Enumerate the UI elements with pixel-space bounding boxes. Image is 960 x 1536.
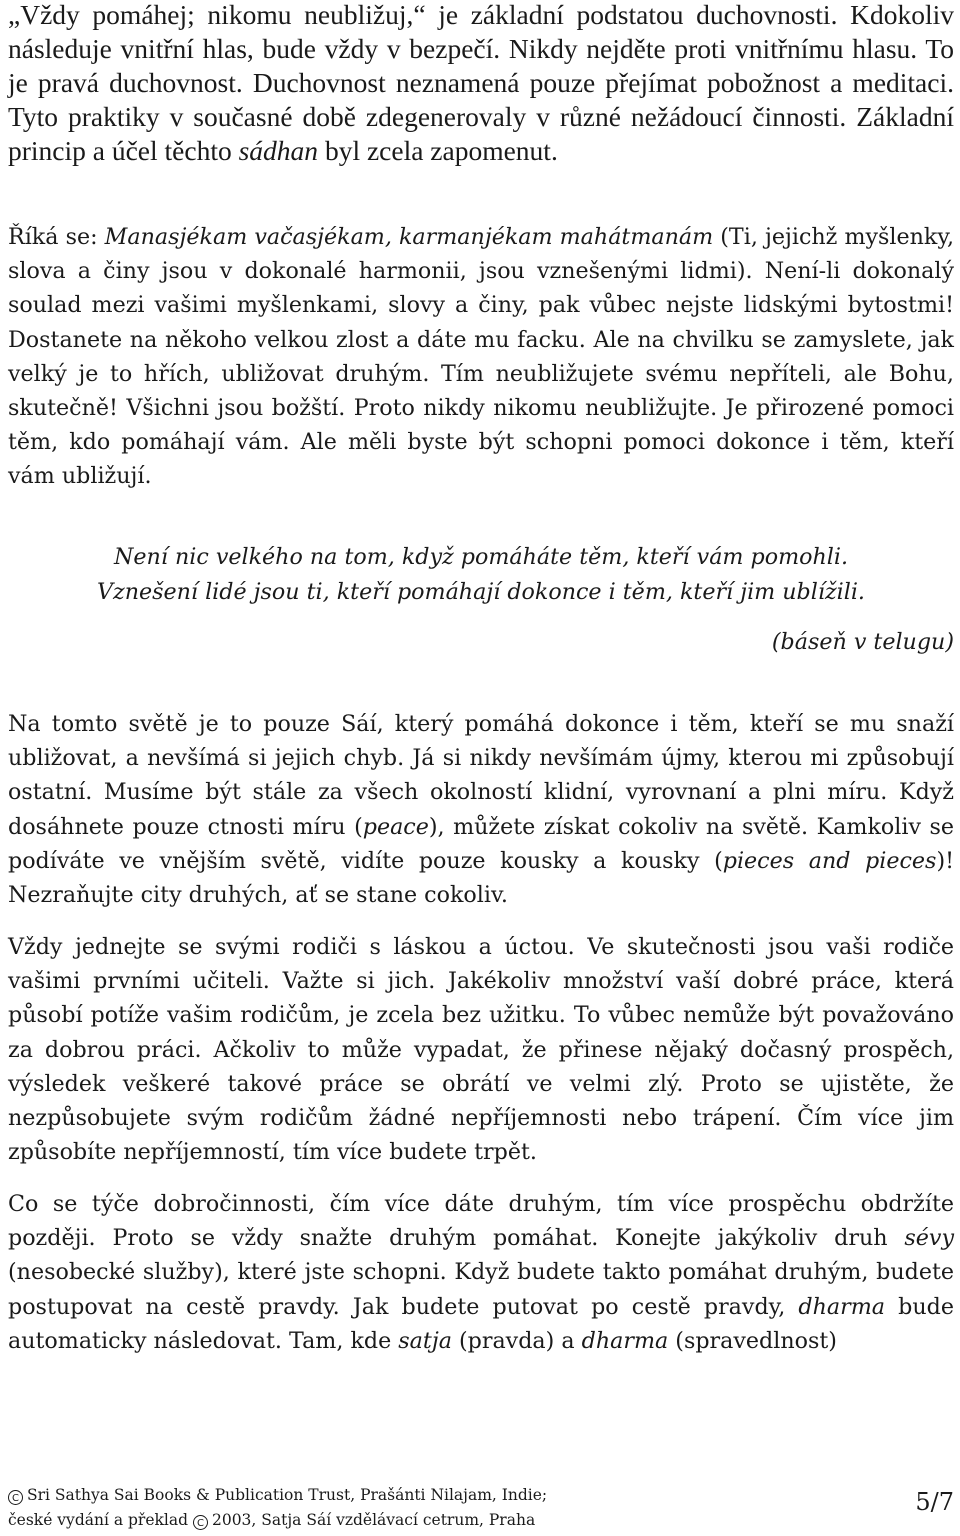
paragraph-1-text: „Vždy pomáhej; nikomu neubližuj,“ je základní podstatou duchovnosti. Kdokoliv následuje vnitřní hlas, bude vždy v bezpečí. Nikdy nejděte proti vnitřnímu hlasu. To je pravá duchovnost. Duchovnost neznamená pouze přejímat pobožnost a meditaci. Tyto praktiky v současné době zdegenerovaly v různé nežádoucí činnosti. Základní princip a účel těchto — [8, 0, 954, 166]
footer-edition: české vydání a překlad — [8, 1511, 193, 1529]
copyright-icon-2: C — [193, 1515, 208, 1530]
paragraph-3-part-c: )! Nezraňujte city druhých, ať se stane cokoliv. — [8, 847, 955, 909]
paragraph-5-dharma-2: dharma — [581, 1327, 669, 1354]
poem-line-1: Není nic velkého na tom, když pomáháte těm, kteří vám pomohli. — [113, 544, 849, 570]
poem-source: (báseň v telugu) — [771, 629, 954, 655]
paragraph-3-part-a: Na tomto světě je to pouze Sáí, který pomáhá dokonce i těm, kteří se mu snaží ubližovat, a nevšímá si jejich chyb. Já si nikdy nevšímám újmy, kterou mi způsobují ostatní. Musíme být stále za všech okolností klidní, vyrovnaní a plni míru. Když dosáhnete pouze ctnosti míru ( — [8, 711, 954, 840]
paragraph-5-part-e: (spravedlnost) — [668, 1327, 837, 1354]
paragraph-3-peace: peace — [362, 813, 429, 840]
paragraph-2 — [8, 220, 954, 494]
paragraph-2-sanskrit: Manasjékam vačasjékam, karmanjékam mahátmanám — [104, 224, 714, 250]
paragraph-1 — [8, 0, 954, 168]
paragraph-5-satja: satja — [398, 1327, 452, 1354]
paragraph-5-part-d: (pravda) a — [451, 1327, 582, 1354]
paragraph-5-part-a: Co se týče dobročinnosti, čím více dáte druhým, tím více prospěchu obdržíte později. Proto se vždy snažte druhým pomáhat. Konejte jakýkoliv druh — [8, 1191, 954, 1252]
paragraph-3-part-b: ), můžete získat cokoliv na světě. Kamkoliv se podíváte ve vnějším světě, vidíte pouze kousky a kousky ( — [8, 813, 955, 874]
footer-publisher: Sri Sathya Sai Books & Publication Trust, Prašánti Nilajam, Indie; — [27, 1486, 548, 1504]
paragraph-3 — [8, 707, 954, 912]
paragraph-5-part-b: (nesobecké služby), které jste schopni. Když budete takto pomáhat druhým, budete postupovat na cestě pravdy. Jak budete putovat po cestě pravdy, — [8, 1259, 954, 1320]
paragraph-4: Vždy jednejte se svými rodiči s láskou a úctou. Ve skutečnosti jsou vaši rodiče vašimi prvními učiteli. Važte si jich. Jakékoliv množství vaší dobré práce, která působí potíže vašim rodičům, je zcela bez užitku. To vůbec nemůže být považováno za dobrou práci. Ačkoliv to může vypadat, že přinese nějaký dočasný prospěch, výsledek veškeré takové práce se obrátí ve velmi zlý. Proto se ujistěte, že nezpůsobujete svým rodičům žádné nepříjemnosti nebo trápení. Čím více jim způsobíte nepříjemností, tím více budete trpět. — [8, 934, 954, 1166]
paragraph-2-start: Říká se: — [8, 224, 105, 250]
copyright-icon: C — [8, 1490, 23, 1505]
page-number: 5/7 — [915, 1488, 954, 1516]
paragraph-5 — [8, 1187, 954, 1358]
paragraph-5-seva: sévy — [904, 1225, 954, 1252]
paragraph-2-end: (Ti, jejichž myšlenky, slova a činy jsou v dokonalé harmonii, jsou vznešenými lidmi). Není-li dokonalý soulad mezi vašimi myšlenkami, slovy a činy, pak vůbec nejste lidskými bytostmi! Dostanete na někoho velkou zlost a dáte mu facku. Ale na chvilku se zamyslete, jak velký je to hřích, ubližovat druhým. Tím neubližujete svému nepříteli, ale Bohu, skutečně! Všichni jsou božští. Proto nikdy nikomu neubližujte. Je přirozené pomoci těm, kdo pomáhají vám. Ale měli byste být schopni pomoci dokonce i těm, kteří vám ubližují. — [8, 224, 955, 490]
page-footer — [8, 1483, 954, 1533]
poem-quote — [8, 540, 954, 609]
paragraph-5-dharma-1: dharma — [798, 1293, 886, 1320]
paragraph-1-end: byl zcela zapomenut. — [318, 135, 558, 166]
paragraph-5-part-c: bude automaticky následovat. Tam, kde — [8, 1293, 954, 1354]
footer-edition-year: 2003, Satja Sáí vzdělávací cetrum, Praha — [211, 1511, 536, 1529]
paragraph-3-pieces: pieces and pieces — [722, 847, 937, 874]
paragraph-1-italic: sádhan — [238, 135, 319, 166]
footer-line-1 — [8, 1483, 954, 1508]
footer-line-2 — [8, 1508, 954, 1533]
poem-line-2: Vznešení lidé jsou ti, kteří pomáhají dokonce i těm, kteří jim ublížili. — [96, 578, 865, 605]
